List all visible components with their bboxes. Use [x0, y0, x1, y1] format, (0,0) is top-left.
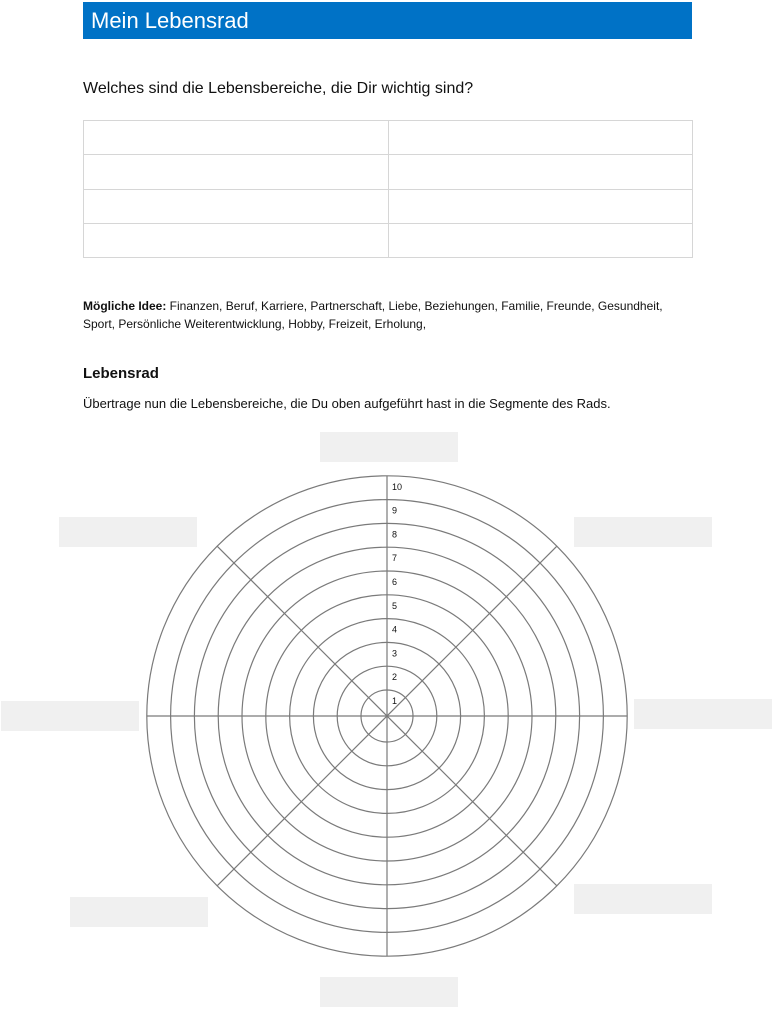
- ideas-label: Mögliche Idee:: [83, 299, 167, 313]
- wheel-level-label: 7: [392, 553, 398, 564]
- ideas-text: Finanzen, Beruf, Karriere, Partnerschaft, Liebe, Beziehungen, Familie, Freunde, Gesundheit, Sport, Persönliche Weiterentwicklung, Hobby, Freizeit, Erholung,: [83, 299, 663, 331]
- wheel-level-label: 9: [392, 505, 398, 516]
- wheel-level-label: 10: [392, 481, 403, 492]
- wheel-spokes: [147, 476, 627, 956]
- page-title: Mein Lebensrad: [83, 2, 692, 39]
- instruction-text: Übertrage nun die Lebensbereiche, die Du oben aufgeführt hast in die Segmente des Rads.: [83, 396, 611, 411]
- wheel-level-label: 2: [392, 672, 398, 683]
- wheel-level-label: 4: [392, 624, 398, 635]
- wheel-level-labels: [392, 482, 402, 706]
- question-text: Welches sind die Lebensbereiche, die Dir wichtig sind?: [83, 80, 474, 97]
- wheel-level-label: 1: [392, 696, 398, 706]
- section-heading: Lebensrad: [83, 365, 159, 382]
- wheel-level-label: 5: [392, 600, 398, 611]
- wheel-level-label: 3: [392, 648, 398, 659]
- wheel-level-label: 6: [392, 577, 398, 587]
- wheel-level-label: 8: [392, 529, 398, 540]
